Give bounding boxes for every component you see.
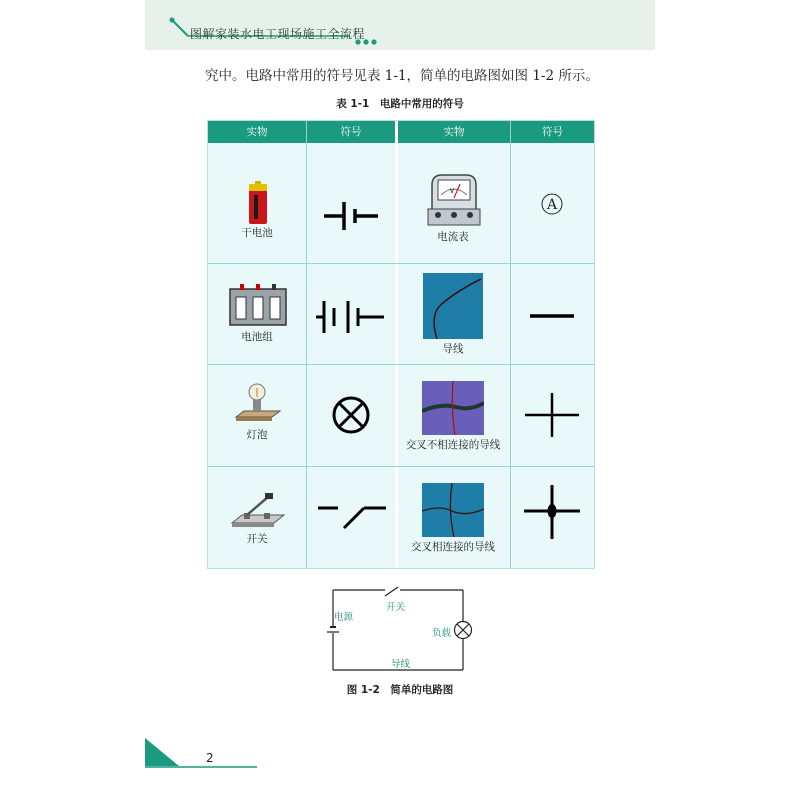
label-ammeter: 电流表: [437, 231, 469, 243]
crossing-connected-symbol: [524, 485, 580, 539]
crossing-unconnected-symbol: [525, 393, 579, 437]
switch-symbol: [316, 501, 388, 531]
battery-pack-icon: [226, 281, 290, 327]
book-title: 图解家装水电工现场施工全流程: [190, 27, 366, 41]
label-battery-pack: 电池组: [241, 331, 273, 343]
divider: [306, 121, 307, 568]
divider: [208, 263, 594, 264]
connected-wires-photo-icon: [422, 483, 484, 537]
svg-text:V: V: [450, 188, 455, 195]
figure-caption: 图 1-2 简单的电路图: [346, 684, 454, 696]
column-header-symbol: 符号: [307, 121, 395, 143]
ammeter-icon: [426, 171, 482, 229]
battery-pack-symbol: [314, 297, 386, 337]
column-header-object: 实物: [398, 121, 510, 143]
label-wire: 导线: [442, 343, 464, 355]
column-header-object: 实物: [208, 121, 306, 143]
label-connected-wires: 交叉相连接的导线: [411, 541, 495, 553]
knife-switch-icon: [230, 491, 286, 531]
circuit-label-wire: 导线: [391, 659, 411, 670]
lamp-icon: [234, 381, 282, 425]
label-dry-battery: 干电池: [241, 227, 273, 239]
label-switch: 开关: [246, 533, 268, 545]
circuit-label-load: 负载: [432, 628, 452, 639]
crossing-wires-photo-icon: [422, 381, 484, 435]
column-header-symbol: 符号: [511, 121, 594, 143]
footer-decoration: [145, 738, 260, 772]
lamp-symbol: [330, 394, 372, 436]
dry-battery-icon: [246, 181, 270, 225]
intro-paragraph: 究中。电路中常用的符号见表 1-1，简单的电路图如图 1-2 所示。: [205, 68, 599, 84]
table-caption: 表 1-1 电路中常用的符号: [336, 98, 464, 110]
battery-symbol: [322, 199, 380, 233]
circuit-label-switch: 开关: [386, 602, 406, 613]
label-crossing-wires: 交叉不相连接的导线: [405, 439, 501, 451]
circuit-label-source: 电源: [334, 612, 354, 623]
symbol-table: [207, 120, 595, 569]
divider: [510, 121, 511, 568]
label-lamp: 灯泡: [246, 429, 268, 441]
page-number: 2: [206, 751, 214, 765]
wire-symbol: [528, 311, 576, 321]
wire-photo-icon: [423, 273, 483, 339]
svg-text:A: A: [546, 197, 558, 213]
divider: [208, 466, 594, 467]
divider: [208, 364, 594, 365]
ammeter-symbol: [540, 191, 564, 217]
